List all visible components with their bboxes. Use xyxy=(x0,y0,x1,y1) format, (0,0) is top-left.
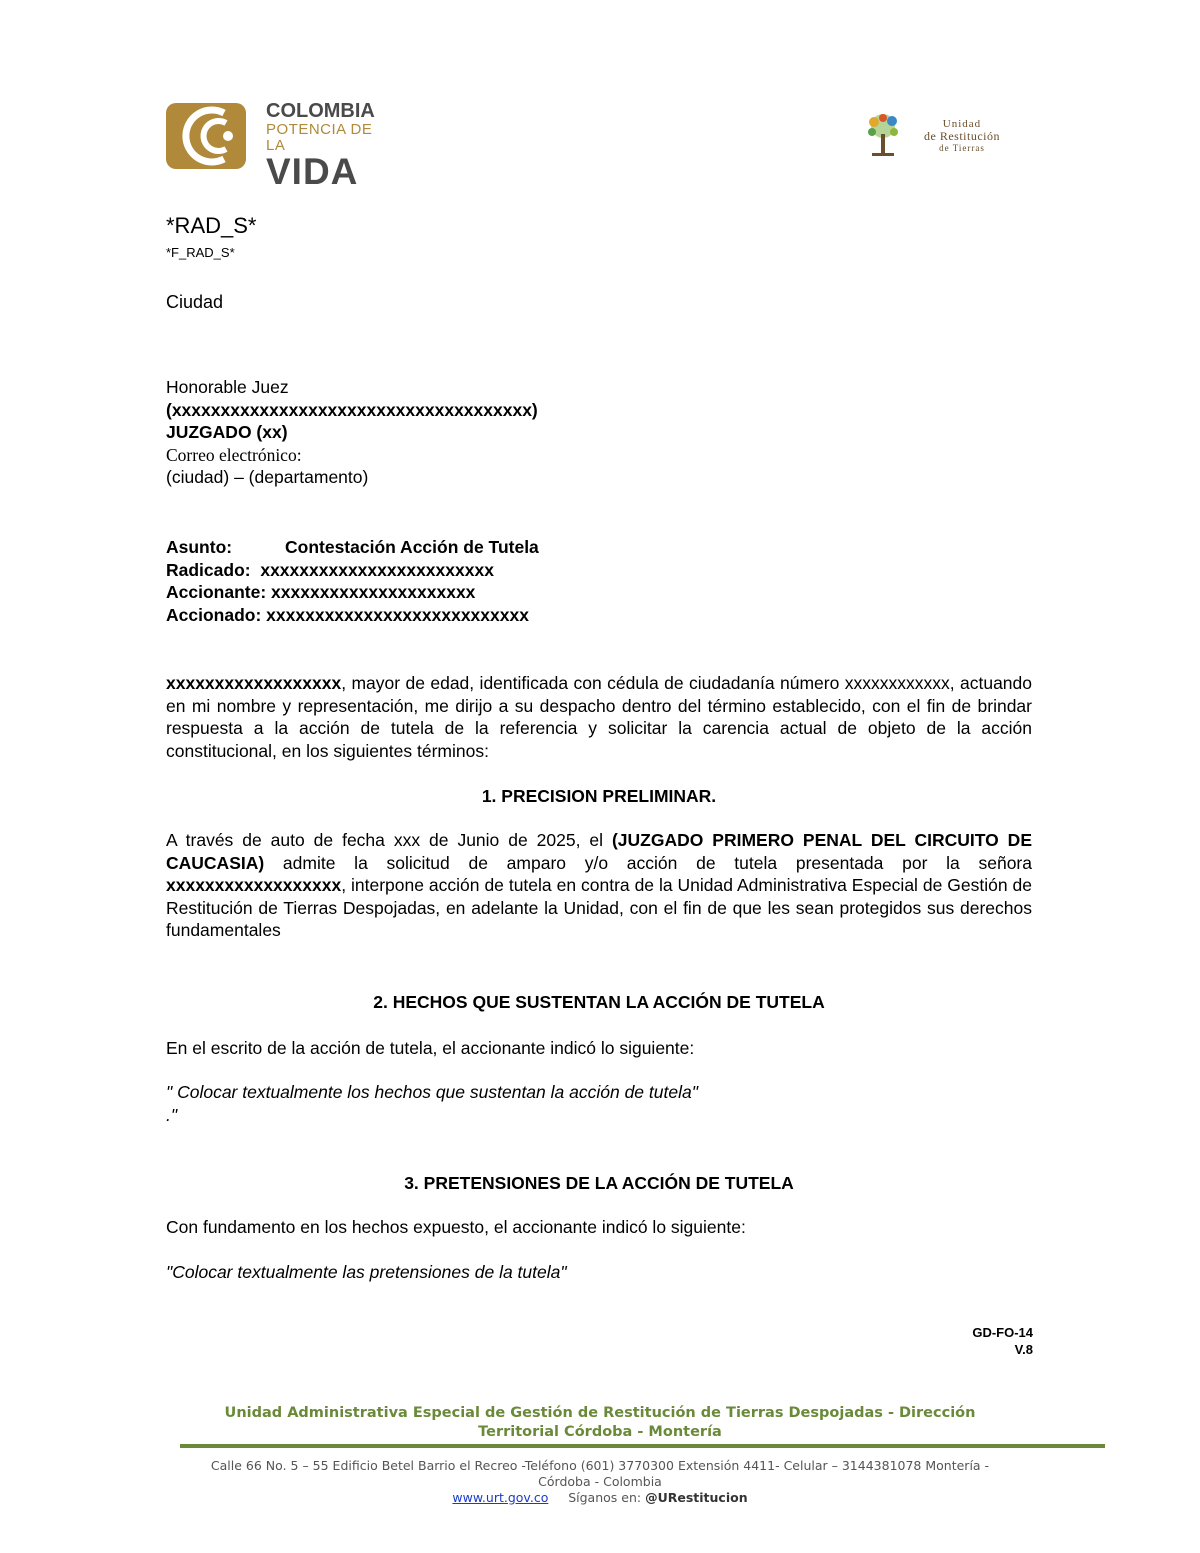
asunto-label: Asunto: xyxy=(166,537,233,557)
asunto-line xyxy=(166,536,1032,559)
footer-links xyxy=(160,1490,1040,1506)
section1-text-end: , interpone acción de tutela en contra de la Unidad Administrativa Especial de Gestión de Restitución de Tierras Despojadas, en adelante la Unidad, con el fin de que les sean protegidos sus derechos fundamentales xyxy=(166,875,1032,940)
section2-title: 2. HECHOS QUE SUSTENTAN LA ACCIÓN DE TUTELA xyxy=(373,992,825,1012)
colombia-logo-line2: POTENCIA DE LA xyxy=(266,121,373,154)
section1-text-start: A través de auto de fecha xxx de Junio de 2025, el xyxy=(166,830,612,850)
intro-name: xxxxxxxxxxxxxxxxxx xyxy=(166,673,342,693)
judge-name: (xxxxxxxxxxxxxxxxxxxxxxxxxxxxxxxxxxxxx) xyxy=(166,399,538,420)
section2-quote xyxy=(166,1081,1032,1126)
section1-text-mid: admite la solicitud de amparo y/o acción de tutela presentada por la señora xyxy=(264,852,1032,873)
document-code-id: GD-FO-14 xyxy=(972,1325,1033,1340)
document-code-version: V.8 xyxy=(1014,1342,1033,1357)
ciudad-line: Ciudad xyxy=(166,292,224,312)
radicado-value: xxxxxxxxxxxxxxxxxxxxxxxx xyxy=(260,559,494,580)
section3-quote: "Colocar textualmente las pretensiones de la tutela" xyxy=(166,1262,567,1282)
document-code xyxy=(972,1324,1033,1358)
location-line: (ciudad) – (departamento) xyxy=(166,467,369,487)
accionante-value: xxxxxxxxxxxxxxxxxxxxx xyxy=(271,582,476,602)
urt-logo xyxy=(862,112,1022,162)
colombia-logo-line1: COLOMBIA xyxy=(266,100,375,122)
footer-organization xyxy=(160,1404,1040,1442)
intro-text: , mayor de edad, identificada con cédula de ciudadanía número xxxxxxxxxxxx, actuando en mi nombre y representación, me dirijo a su despacho dentro del término establecido, con el fin de brindar respuesta a la acción de tutela de la referencia y solicitar la carencia actual de objeto de la acción constitucional, en los siguientes términos: xyxy=(166,673,1032,761)
section3-intro: Con fundamento en los hechos expuesto, el accionante indicó lo siguiente: xyxy=(166,1217,746,1237)
accionado-line xyxy=(166,604,1032,627)
court-name: JUZGADO (xx) xyxy=(166,422,288,442)
salutation: Honorable Juez xyxy=(166,377,289,397)
section2-quote-end: ." xyxy=(166,1104,178,1125)
radicado-line xyxy=(166,559,1032,582)
footer-address-line1: Calle 66 No. 5 – 55 Edificio Betel Barrio el Recreo -Teléfono (601) 3770300 Extensión 4411- Celular – 3144381078 Montería - xyxy=(210,1458,990,1473)
accionante-line xyxy=(166,581,1032,604)
reference-block xyxy=(166,536,1032,626)
section1-paragraph xyxy=(166,829,1032,942)
colombia-potencia-vida-logo xyxy=(166,100,396,192)
section2-quote-text: " Colocar textualmente los hechos que sustentan la acción de tutela" xyxy=(166,1082,698,1102)
intro-paragraph xyxy=(166,672,1032,762)
social-handle[interactable]: @URestitucion xyxy=(645,1490,748,1505)
footer-address xyxy=(160,1458,1040,1490)
recipient-block xyxy=(166,376,1032,489)
urt-logo-line2: de Restitución xyxy=(924,129,1000,143)
tree-icon xyxy=(862,112,904,160)
email-label: Correo electrónico: xyxy=(166,444,302,465)
urt-logo-line1: Unidad xyxy=(942,118,982,130)
section1-title: 1. PRECISION PRELIMINAR. xyxy=(481,786,717,806)
section1-name: xxxxxxxxxxxxxxxxxx xyxy=(166,875,342,895)
footer-org-line2: Territorial Córdoba - Montería xyxy=(478,1424,722,1440)
fecha-rad-placeholder: *F_RAD_S* xyxy=(166,245,235,260)
section1-court: (JUZGADO PRIMERO PENAL DEL CIRCUITO DE CAUCASIA) xyxy=(166,830,1032,873)
section3-title: 3. PRETENSIONES DE LA ACCIÓN DE TUTELA xyxy=(404,1173,794,1193)
accionado-value: xxxxxxxxxxxxxxxxxxxxxxxxxxx xyxy=(266,604,529,625)
accionante-label: Accionante: xyxy=(166,582,267,602)
footer-org-line1: Unidad Administrativa Especial de Gestión de Restitución de Tierras Despojadas - Dirección xyxy=(224,1405,976,1421)
accionado-label: Accionado: xyxy=(166,604,262,625)
colombia-logo-line3: VIDA xyxy=(266,151,359,192)
footer-address-line2: Córdoba - Colombia xyxy=(538,1474,662,1489)
colombia-logo-mark-icon xyxy=(166,103,246,169)
website-link[interactable]: www.urt.gov.co xyxy=(452,1490,549,1505)
section2-intro: En el escrito de la acción de tutela, el accionante indicó lo siguiente: xyxy=(166,1038,695,1058)
follow-label: Síganos en: xyxy=(568,1490,646,1505)
radicado-label: Radicado: xyxy=(166,559,251,580)
asunto-value: Contestación Acción de Tutela xyxy=(285,537,539,557)
rad-placeholder: *RAD_S* xyxy=(166,213,257,238)
urt-logo-line3: de Tierras xyxy=(939,143,985,153)
footer-divider xyxy=(180,1444,1105,1448)
